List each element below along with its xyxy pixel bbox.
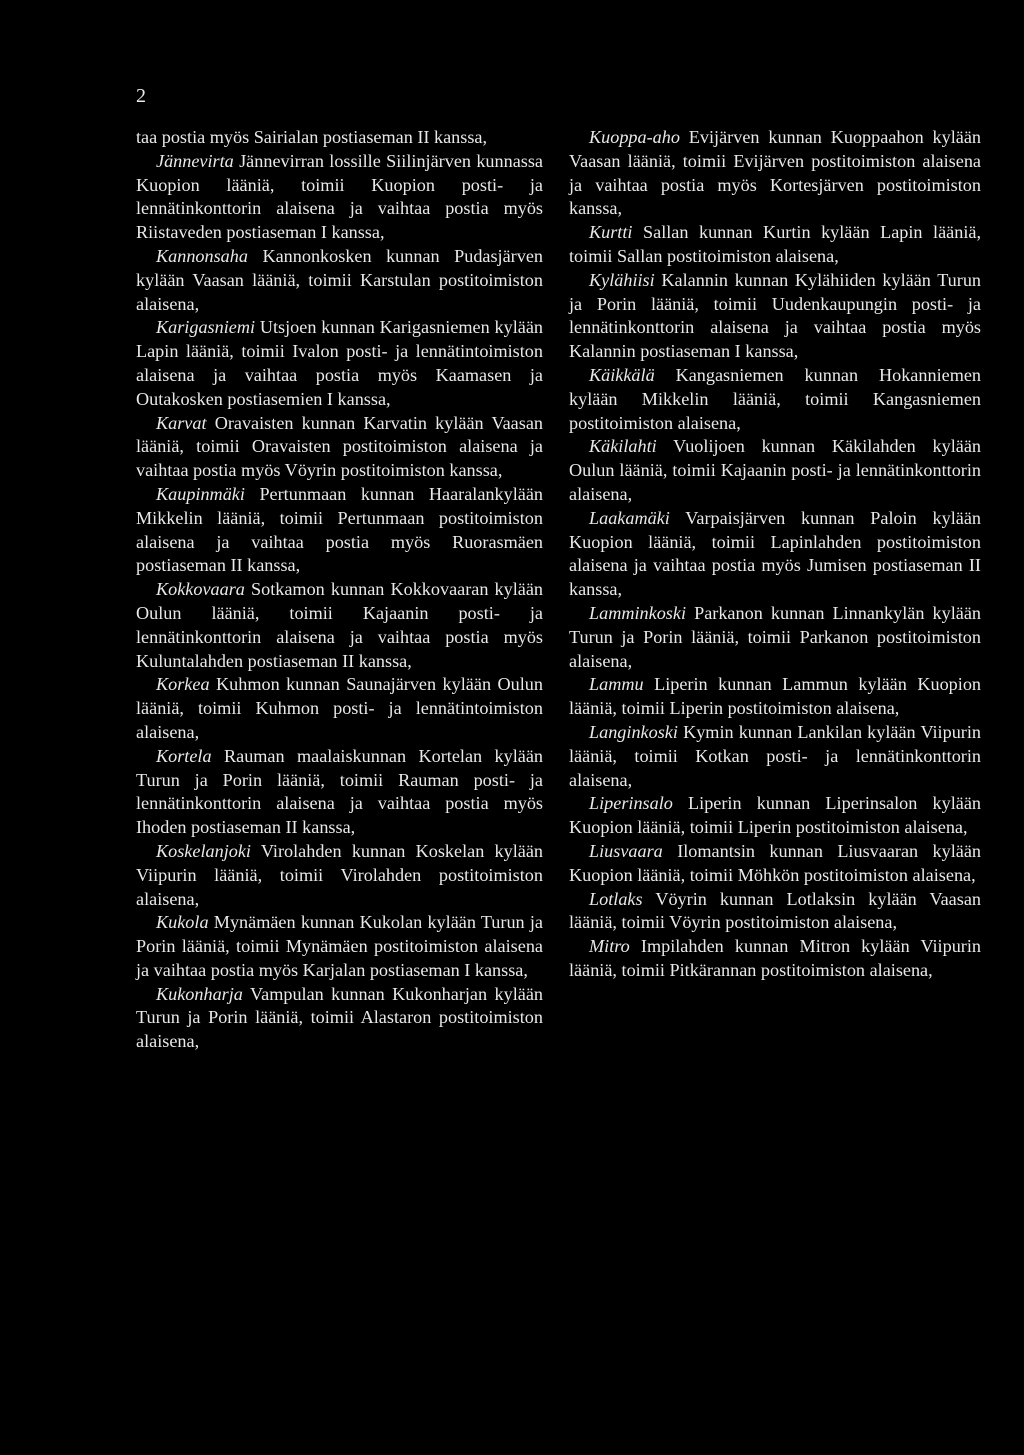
entry-term: Jännevirta [156,150,234,171]
entry-term: Kukola [156,912,209,933]
entry-term: Korkea [156,674,210,695]
entry-term: Liusvaara [589,840,663,861]
entry-text: Pertunmaan kunnan Haaralankylään Mikkelin lääniä, toimii Pertunmaan postitoimiston alaisena ja vaihtaa postia myös Ruorasmäen postiaseman II kanssa, [136,483,543,576]
entry-term: Langinkoski [589,721,678,742]
list-item [136,911,543,982]
list-item [136,673,543,744]
list-item [136,745,543,840]
entry-term: Liperinsalo [589,793,673,814]
entry-term: Kylähiisi [589,269,655,290]
entry-text: Kuhmon kunnan Saunajärven kylään Oulun lääniä, toimii Kuhmon posti- ja lennätintoimiston alaisena, [136,674,543,742]
entry-text: Liperin kunnan Lammun kylään Kuopion lääniä, toimii Liperin postitoimiston alaisena, [569,674,982,719]
list-item [136,126,543,150]
entry-text: Utsjoen kunnan Karigasniemen kylään Lapin lääniä, toimii Ivalon posti- ja lennätintoimiston alaisena ja vaihtaa postia myös Kaamasen ja Outakosken postiasemien I kanssa, [136,317,544,409]
entry-text: Kannonkosken kunnan Pudasjärven kylään Vaasan lääniä, toimii Karstulan postitoimiston alaisena, [136,245,544,314]
list-item [136,578,543,673]
list-item [569,673,981,721]
list-item [569,935,981,983]
list-item [136,840,543,911]
entry-text: Mynämäen kunnan Kukolan kylään Turun ja Porin lääniä, toimii Mynämäen postitoimiston alaisena ja vaihtaa postia myös Karjalan postiaseman I kanssa, [136,912,544,980]
entry-term: Kannonsaha [156,245,248,266]
entry-term: Käikkälä [589,364,655,385]
entry-text: Parkanon kunnan Linnankylän kylään Turun ja Porin lääniä, toimii Parkanon postitoimiston alaisena, [569,602,981,671]
entry-term: Kurtti [589,222,633,243]
list-item [569,721,981,792]
entry-term: Lotlaks [589,888,643,909]
entry-text: Varpaisjärven kunnan Paloin kylään Kuopion lääniä, toimii Lapinlahden postitoimiston alaisena ja vaihtaa postia myös Jumisen postiaseman II kanssa, [569,507,981,600]
entry-text: Kangasniemen kunnan Hokanniemen kylään Mikkelin lääniä, toimii Kangasniemen postitoimiston alaisena, [569,364,982,433]
list-item [569,792,981,840]
entry-term: Karigasniemi [156,317,256,338]
entry-term: Lamminkoski [589,602,686,623]
list-item [569,221,981,269]
list-item [136,150,543,245]
entry-text: Kymin kunnan Lankilan kylään Viipurin lääniä, toimii Kotkan posti- ja lennätinkonttorin alaisena, [569,721,981,790]
entry-term: Laakamäki [589,507,670,528]
list-item [569,840,981,888]
entry-term: Mitro [589,936,630,957]
right-column [569,126,981,983]
list-item [136,983,543,1054]
list-item [136,483,543,578]
entry-text: Kalannin kunnan Kylähiiden kylään Turun ja Porin lääniä, toimii Uudenkaupungin posti- ja lennätinkonttorin alaisena ja vaihtaa postia myös Kalannin postiaseman I kanssa, [569,269,982,362]
entry-text: Jännevirran lossille Siilinjärven kunnassa Kuopion lääniä, toimii Kuopion posti- ja lennätinkonttorin alaisena ja vaihtaa postia myös Riistaveden postiaseman I kanssa, [136,150,543,243]
entry-text: Virolahden kunnan Koskelan kylään Viipurin lääniä, toimii Virolahden postitoimiston alaisena, [136,840,544,909]
list-item [569,602,981,673]
list-item [136,316,543,411]
entry-term: Karvat [156,412,207,433]
entry-text: Vampulan kunnan Kukonharjan kylään Turun ja Porin lääniä, toimii Alastaron postitoimiston alaisena, [136,983,544,1052]
entry-text: Sallan kunnan Kurtin kylään Lapin lääniä, toimii Sallan postitoimiston alaisena, [569,222,981,266]
page-number: 2 [136,85,146,107]
entry-term: Kuoppa-aho [589,127,680,147]
entry-text: Rauman maalaiskunnan Kortelan kylään Turun ja Porin lääniä, toimii Rauman posti- ja lennätinkonttorin alaisena ja vaihtaa postia myös Ihoden postiaseman II kanssa, [136,745,543,838]
list-item [569,126,981,221]
list-item [569,364,981,435]
entry-text: taa postia myös Sairialan postiaseman II kanssa, [136,127,488,147]
entry-text: Vöyrin kunnan Lotlaksin kylään Vaasan lääniä, toimii Vöyrin postitoimiston alaisena, [569,888,981,933]
entry-text: Vuolijoen kunnan Käkilahden kylään Oulun lääniä, toimii Kajaanin posti- ja lennätinkonttorin alaisena, [569,436,981,504]
entry-text: Liperin kunnan Liperinsalon kylään Kuopion lääniä, toimii Liperin postitoimiston alaisena, [569,793,981,838]
list-item [569,269,981,364]
entry-term: Lammu [589,674,644,695]
list-item [136,412,543,483]
entry-text: Ilomantsin kunnan Liusvaaran kylään Kuopion lääniä, toimii Möhkön postitoimiston alaisena, [569,840,981,885]
list-item [569,507,981,602]
list-item [569,888,981,936]
entry-term: Koskelanjoki [156,840,251,861]
list-item [136,245,543,316]
entry-term: Kortela [156,745,212,766]
left-column [136,126,543,1054]
entry-term: Kaupinmäki [156,483,245,504]
entry-text: Evijärven kunnan Kuoppaahon kylään Vaasan lääniä, toimii Evijärven postitoimiston alaisena ja vaihtaa postia myös Kortesjärven postitoimiston kanssa, [569,127,982,219]
entry-text: Oravaisten kunnan Karvatin kylään Vaasan lääniä, toimii Oravaisten postitoimiston alaisena ja vaihtaa postia myös Vöyrin postitoimiston kanssa, [136,412,543,481]
entry-term: Käkilahti [589,436,657,457]
list-item [569,435,981,506]
entry-term: Kukonharja [156,983,243,1004]
entry-text: Impilahden kunnan Mitron kylään Viipurin lääniä, toimii Pitkärannan postitoimiston alaisena, [569,936,982,980]
entry-text: Sotkamon kunnan Kokkovaaran kylään Oulun lääniä, toimii Kajaanin posti- ja lennätinkonttorin alaisena ja vaihtaa postia myös Kuluntalahden postiaseman II kanssa, [136,579,543,671]
entry-term: Kokkovaara [156,579,245,600]
